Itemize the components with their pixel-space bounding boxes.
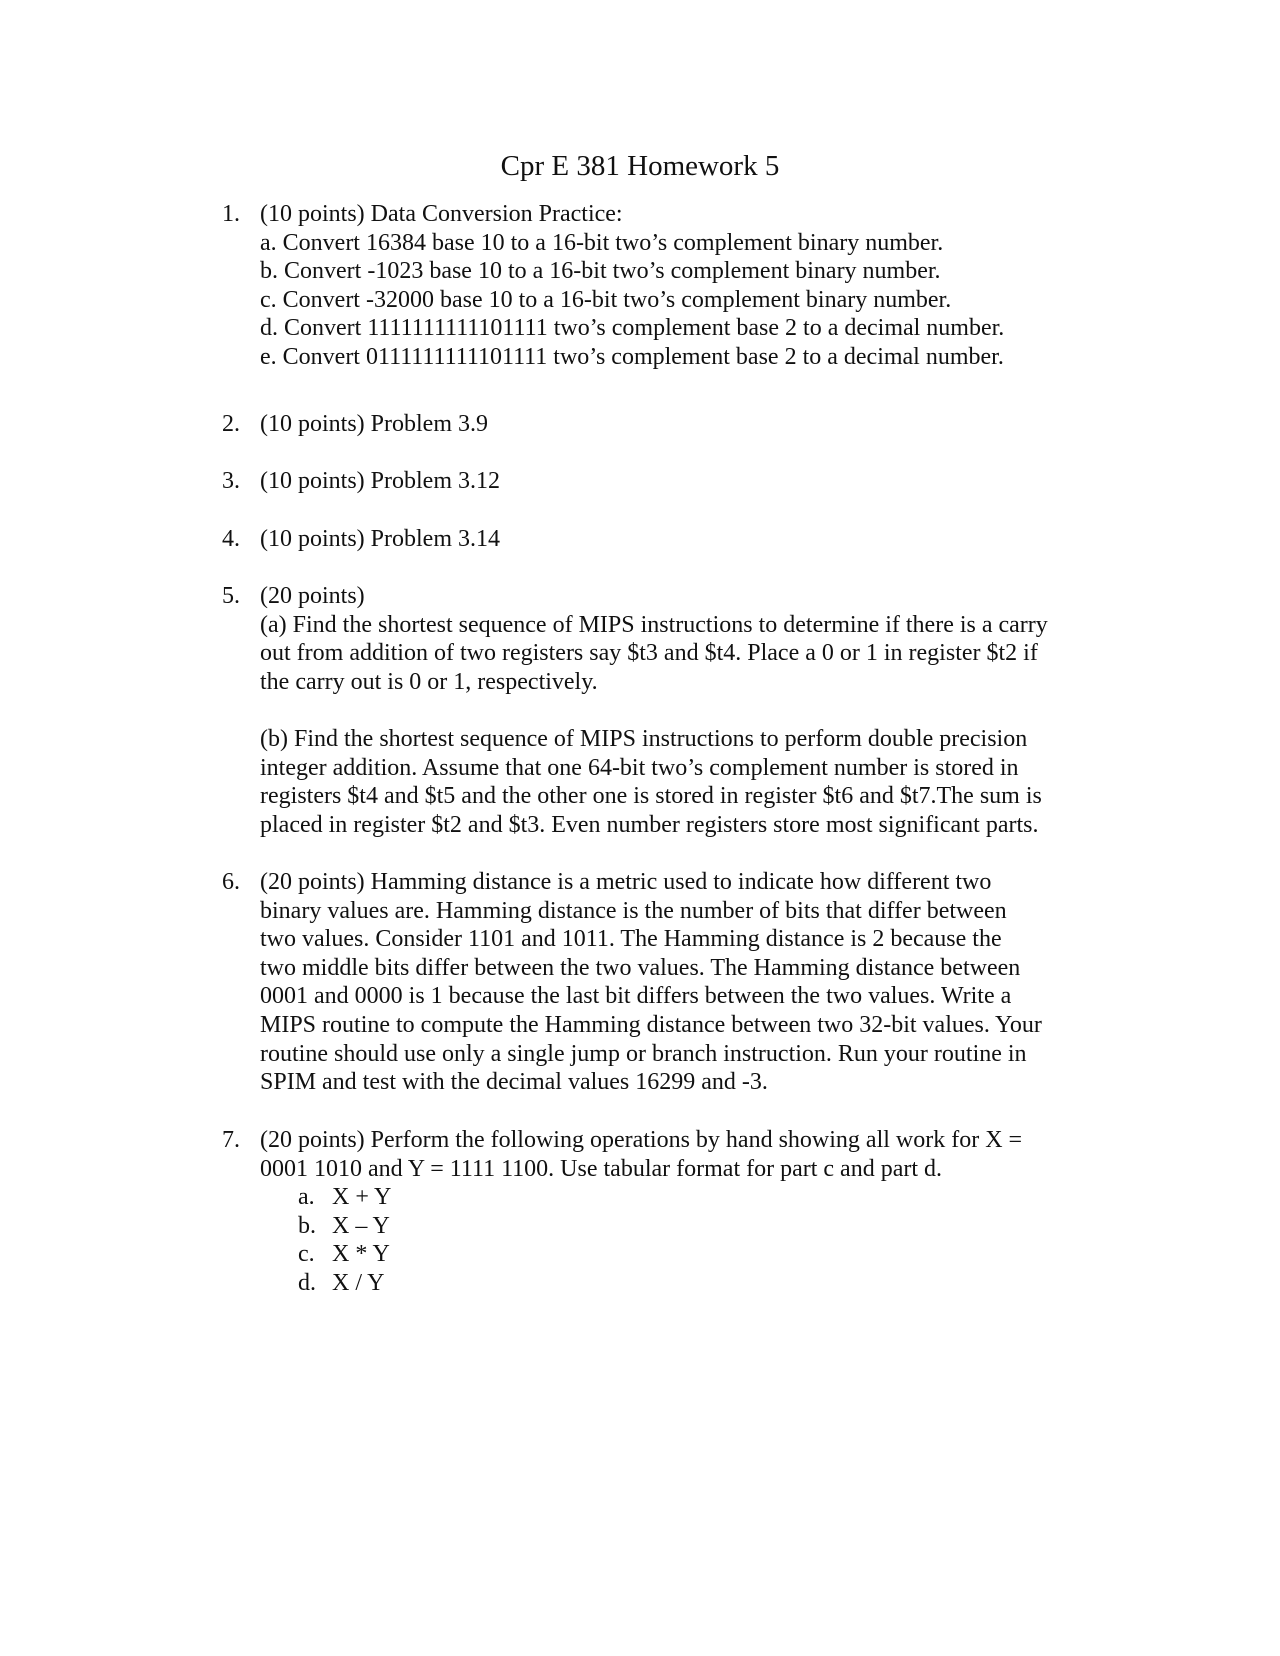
question-3: [222, 467, 1102, 497]
paragraph-line: 0001 1010 and Y = 1111 1100. Use tabular format for part c and part d.: [260, 1155, 943, 1182]
paragraph-line: (20 points) Perform the following operations by hand showing all work for X =: [260, 1127, 1023, 1153]
question-number: 6.: [222, 869, 240, 895]
question-text: (10 points) Problem 3.14: [260, 526, 500, 552]
question-2: [222, 410, 1102, 440]
part-a-line: the carry out is 0 or 1, respectively.: [260, 668, 598, 695]
paragraph-line: SPIM and test with the decimal values 16299 and -3.: [260, 1069, 768, 1096]
list-item: [260, 1240, 1090, 1269]
question-body: [260, 582, 1090, 839]
paragraph-line: routine should use only a single jump or branch instruction. Run your routine in: [260, 1040, 1027, 1067]
list-item-text: X / Y: [332, 1269, 385, 1296]
paragraph-line: (20 points) Hamming distance is a metric used to indicate how different two: [260, 869, 992, 895]
list-item-text: X – Y: [332, 1212, 390, 1239]
question-text: (10 points) Problem 3.9: [260, 411, 488, 437]
question-body: [260, 467, 1090, 496]
list-item: [260, 1183, 1090, 1212]
list-item: d. Convert 1111111111101111 two’s complement base 2 to a decimal number.: [260, 315, 1005, 342]
list-item-label: d.: [298, 1269, 316, 1296]
part-b-line: (b) Find the shortest sequence of MIPS instructions to perform double precision: [260, 725, 1028, 752]
paragraph-line: MIPS routine to compute the Hamming distance between two 32-bit values. Your: [260, 1011, 1042, 1038]
part-a-line: out from addition of two registers say $t3 and $t4. Place a 0 or 1 in register $t2 if: [260, 640, 1038, 667]
list-item: e. Convert 0111111111101111 two’s complement base 2 to a decimal number.: [260, 343, 1004, 370]
paragraph-line: binary values are. Hamming distance is the number of bits that differ between: [260, 897, 1007, 924]
question-5: [222, 582, 1102, 842]
question-number: 3.: [222, 468, 240, 494]
question-body: [260, 525, 1090, 554]
list-item-text: X * Y: [332, 1241, 390, 1268]
list-item-text: X + Y: [332, 1184, 392, 1211]
question-number: 5.: [222, 583, 240, 609]
list-item-label: a.: [298, 1184, 315, 1211]
paragraph-line: 0001 and 0000 is 1 because the last bit differs between the two values. Write a: [260, 983, 1012, 1010]
question-body: [260, 868, 1090, 1097]
list-item: [260, 1269, 1090, 1298]
list-item: b. Convert -1023 base 10 to a 16-bit two’s complement binary number.: [260, 258, 941, 285]
part-a-line: (a) Find the shortest sequence of MIPS instructions to determine if there is a carry: [260, 611, 1048, 638]
part-b-line: registers $t4 and $t5 and the other one is stored in register $t6 and $t7.The sum is: [260, 783, 1042, 810]
question-body: [260, 1126, 1090, 1298]
question-4: [222, 525, 1102, 555]
question-number: 7.: [222, 1127, 240, 1153]
question-7: [222, 1126, 1102, 1306]
question-number: 4.: [222, 526, 240, 552]
question-number: 2.: [222, 411, 240, 437]
list-item: c. Convert -32000 base 10 to a 16-bit two’s complement binary number.: [260, 286, 952, 313]
question-body: [260, 410, 1090, 439]
question-text: (10 points) Problem 3.12: [260, 468, 500, 494]
question-header: (10 points) Data Conversion Practice:: [260, 201, 623, 227]
spacer: [260, 696, 1090, 725]
list-item: [260, 1212, 1090, 1241]
part-b-line: integer addition. Assume that one 64-bit two’s complement number is stored in: [260, 754, 1019, 781]
question-6: [222, 868, 1102, 1108]
part-b-line: placed in register $t2 and $t3. Even number registers store most significant parts.: [260, 811, 1039, 838]
question-body: [260, 200, 1090, 372]
paragraph-line: two middle bits differ between the two values. The Hamming distance between: [260, 954, 1021, 981]
page-title: Cpr E 381 Homework 5: [500, 150, 780, 182]
paragraph-line: two values. Consider 1101 and 1011. The Hamming distance is 2 because the: [260, 926, 1002, 953]
list-item-label: c.: [298, 1241, 315, 1268]
list-item-label: b.: [298, 1212, 316, 1239]
question-1: [222, 200, 1102, 370]
question-number: 1.: [222, 201, 240, 227]
list-item: a. Convert 16384 base 10 to a 16-bit two’s complement binary number.: [260, 229, 944, 256]
question-header: (20 points): [260, 583, 365, 609]
